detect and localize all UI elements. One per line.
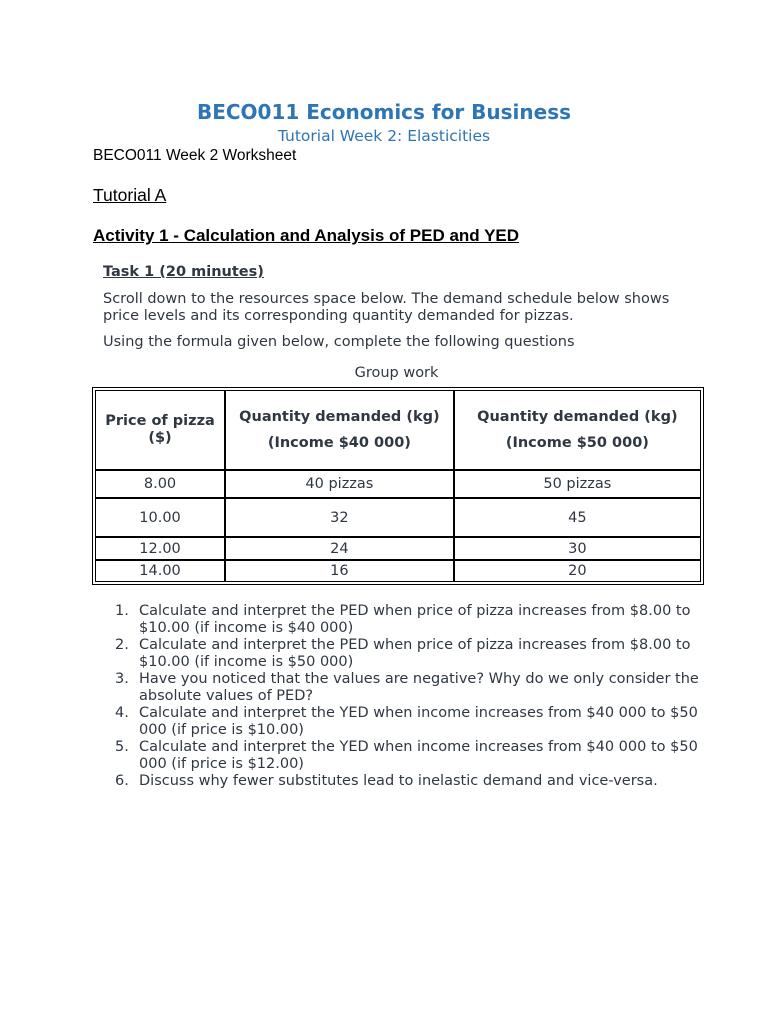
header-qty-40-title: Quantity demanded (kg) <box>239 408 440 425</box>
cell-qty-40: 32 <box>225 498 454 537</box>
cell-qty-40: 16 <box>225 560 454 582</box>
table-caption: Group work <box>354 365 439 381</box>
header-qty-50-title: Quantity demanded (kg) <box>477 408 678 425</box>
header-price-label: Price of pizza ($) <box>105 413 215 446</box>
header-qty-40-income: (Income $40 000) <box>267 434 411 451</box>
question-list <box>103 603 709 790</box>
document-title: BECO011 Economics for Business <box>196 100 572 124</box>
table-row <box>95 470 701 498</box>
table-row <box>95 560 701 582</box>
activity-heading: Activity 1 - Calculation and Analysis of PED and YED <box>93 226 520 245</box>
worksheet-label: BECO011 Week 2 Worksheet <box>93 147 297 164</box>
question-item: Calculate and interpret the PED when price of pizza increases from $8.00 to $10.00 (if income is $50 000) <box>139 637 691 670</box>
cell-qty-50: 30 <box>454 537 701 560</box>
header-qty-income-50000 <box>454 390 701 470</box>
question-item: Have you noticed that the values are negative? Why do we only consider the absolute values of PED? <box>139 671 699 704</box>
header-qty-income-40000 <box>225 390 454 470</box>
demand-schedule-table <box>92 387 704 585</box>
task-heading: Task 1 (20 minutes) <box>103 264 264 280</box>
table-row <box>95 537 701 560</box>
question-item: Discuss why fewer substitutes lead to inelastic demand and vice-versa. <box>139 773 658 789</box>
task-description: Scroll down to the resources space below. The demand schedule below shows price levels and its corresponding quantity demanded for pizzas. <box>103 291 670 324</box>
cell-qty-50: 20 <box>454 560 701 582</box>
question-item: Calculate and interpret the YED when income increases from $40 000 to $50 000 (if price is $10.00) <box>139 705 698 738</box>
task-instruction: Using the formula given below, complete the following questions <box>103 334 575 350</box>
cell-price: 8.00 <box>95 470 225 498</box>
tutorial-heading: Tutorial A <box>93 185 167 205</box>
document-subtitle: Tutorial Week 2: Elasticities <box>277 127 491 145</box>
table-header-row <box>95 390 701 470</box>
cell-price: 14.00 <box>95 560 225 582</box>
header-qty-50-income: (Income $50 000) <box>505 434 649 451</box>
cell-qty-40: 40 pizzas <box>225 470 454 498</box>
cell-qty-50: 50 pizzas <box>454 470 701 498</box>
table-row <box>95 498 701 537</box>
question-item: Calculate and interpret the PED when price of pizza increases from $8.00 to $10.00 (if income is $40 000) <box>139 603 691 636</box>
cell-qty-50: 45 <box>454 498 701 537</box>
cell-price: 12.00 <box>95 537 225 560</box>
header-price <box>95 390 225 470</box>
cell-price: 10.00 <box>95 498 225 537</box>
question-item: Calculate and interpret the YED when income increases from $40 000 to $50 000 (if price is $12.00) <box>139 739 698 772</box>
cell-qty-40: 24 <box>225 537 454 560</box>
